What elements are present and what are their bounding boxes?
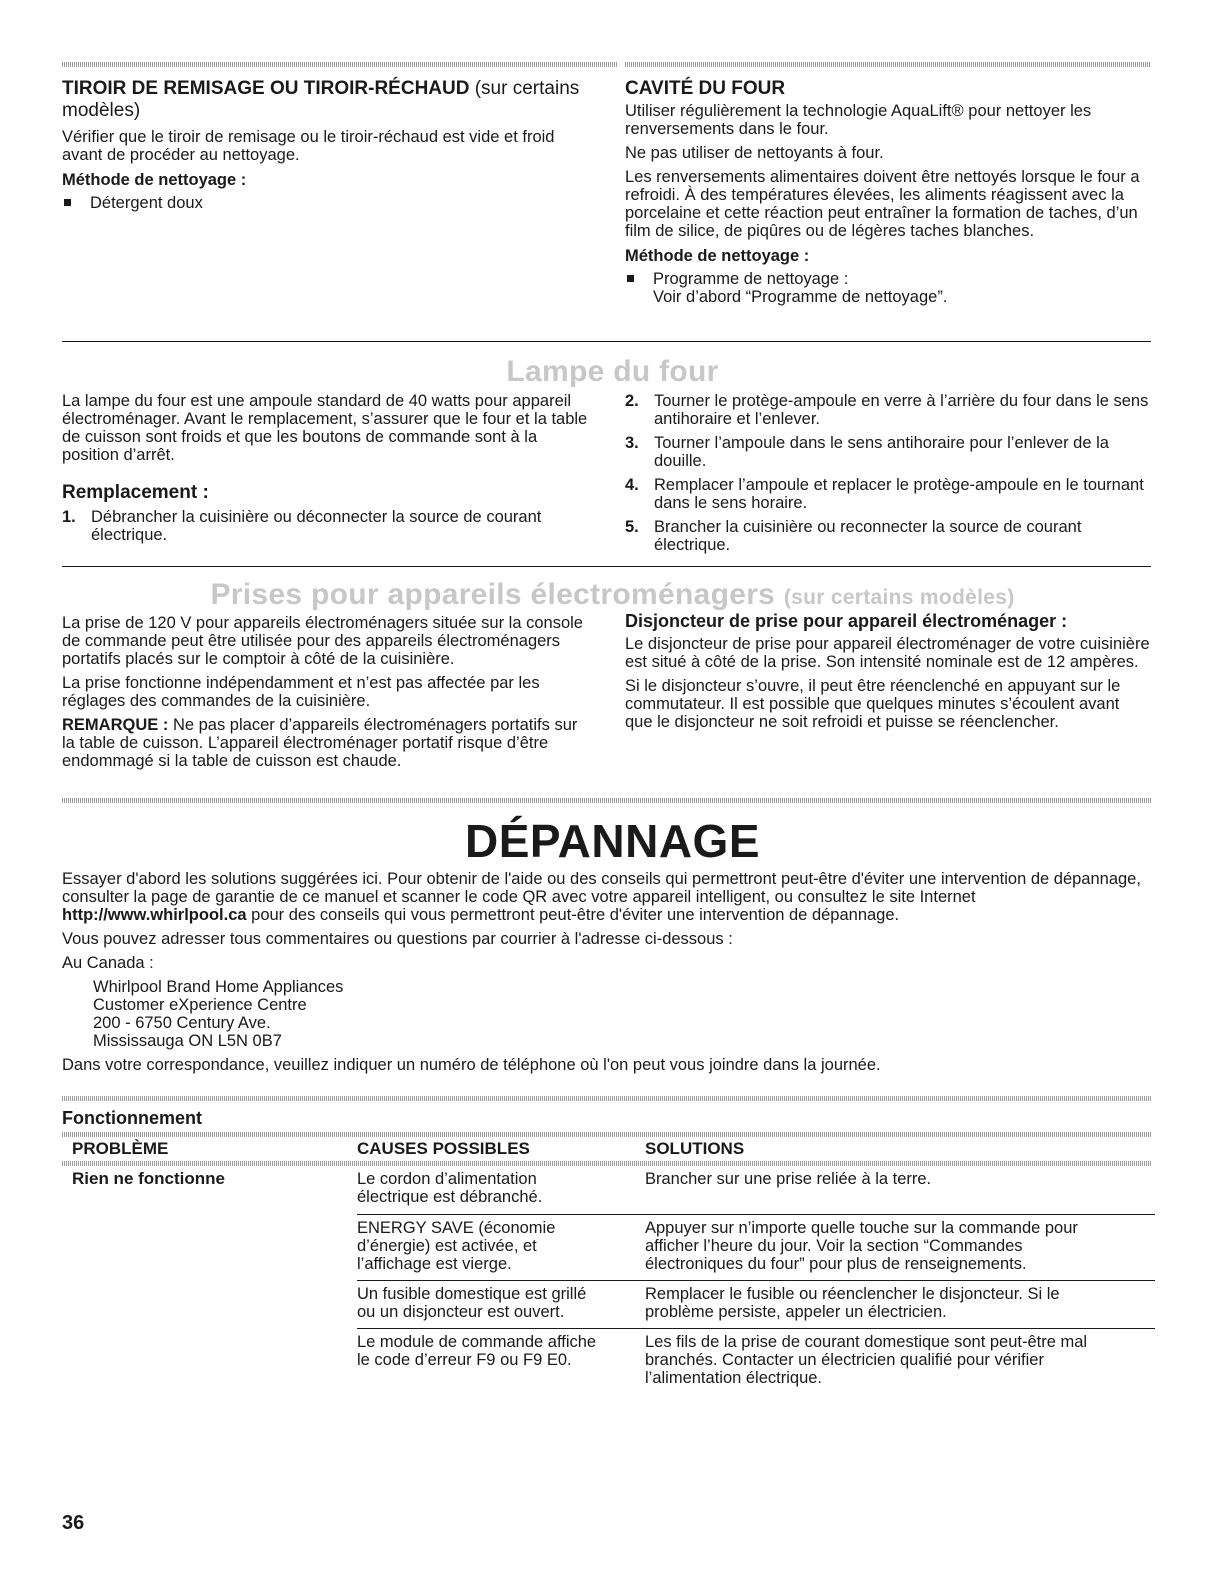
breaker-heading: Disjoncteur de prise pour appareil électroménager : xyxy=(625,611,1068,631)
table-row-4-solution: Les fils de la prise de courant domestique sont peut-être mal branchés. Contacter un électricien qualifié pour vérifier l’alimentation électrique. xyxy=(645,1333,1088,1387)
lamp-step-5: 5. Brancher la cuisinière ou reconnecter la source de courant électrique. xyxy=(625,518,1082,554)
drawer-bullet-item: Détergent doux xyxy=(62,194,592,212)
lamp-section-rule xyxy=(62,341,1151,342)
troubleshooting-title: DÉPANNAGE xyxy=(464,815,760,867)
breaker-paragraph-2: Si le disjoncteur s’ouvre, il peut être réenclenché en appuyant sur le commutateur. Il est possible que quelques minutes s’écoulent avant que le disjoncteur ne soit refroidi et puisse se réenclencher. xyxy=(625,677,1121,731)
address-line: Whirlpool Brand Home Appliances xyxy=(93,978,344,996)
table-row-3-cause: Un fusible domestique est grillé ou un disjoncteur est ouvert. xyxy=(357,1285,587,1321)
top-rule-left xyxy=(62,62,617,67)
lamp-right-column xyxy=(625,392,1150,554)
cavity-method-label: Méthode de nettoyage : xyxy=(625,247,810,265)
lamp-step-4: 4. Remplacer l’ampoule et replacer le protège-ampoule en le tournant dans le sens horaire. xyxy=(625,476,1144,512)
cavity-paragraph-2: Ne pas utiliser de nettoyants à four. xyxy=(625,144,884,162)
outlets-note: REMARQUE : Ne pas placer d’appareils électroménagers portatifs sur la table de cuisson. L’appareil électroménager portatif risque d’être endommagé si la table de cuisson est chaude. xyxy=(62,716,578,770)
problem-cell: Rien ne fonctionne xyxy=(72,1169,225,1188)
troubleshooting-body xyxy=(62,870,1151,1074)
table-row-3-solution: Remplacer le fusible ou réenclencher le disjoncteur. Si le problème persiste, appeler un électricien. xyxy=(645,1285,1060,1321)
row-divider xyxy=(357,1328,1155,1329)
troubleshooting-intro: Essayer d'abord les solutions suggérées ici. Pour obtenir de l'aide ou des conseils qui permettront peut-être d'éviter une intervention de dépannage, consulter la page de garantie de ce manuel et scanner le code QR avec votre appareil intelligent, ou consultez le site Internet http://www.whirlpool.ca pour des conseils qui vous permettront peut-être d'éviter une intervention de dépannage. xyxy=(62,870,1141,924)
header-solutions: SOLUTIONS xyxy=(645,1139,745,1158)
lamp-replacement-label: Remplacement : xyxy=(62,482,209,503)
drawer-heading: TIROIR DE REMISAGE OU TIROIR-RÉCHAUD (sur certains modèles) xyxy=(62,78,580,121)
table-top-rule xyxy=(62,1096,1151,1101)
outlets-section-rule xyxy=(62,566,1151,567)
troubleshooting-mail-line: Vous pouvez adresser tous commentaires ou questions par courrier à l'adresse ci-dessous : xyxy=(62,930,733,948)
cavity-heading: CAVITÉ DU FOUR xyxy=(625,78,786,99)
troubleshooting-rule xyxy=(62,798,1151,803)
address-line: Customer eXperience Centre xyxy=(93,996,307,1014)
cavity-section xyxy=(625,78,1150,306)
cavity-paragraph-3: Les renversements alimentaires doivent être nettoyés lorsque le four a refroidi. À des températures élevées, les aliments réagissent avec la porcelaine et cette réaction peut entraîner la formation de taches, d’un film de silice, de piqûres ou de légères taches blanches. xyxy=(625,168,1140,240)
drawer-method-label: Méthode de nettoyage : xyxy=(62,171,247,189)
bullet-square-icon xyxy=(64,199,71,206)
table-header-rule-bottom xyxy=(62,1161,1151,1166)
table-row-2-cause: ENERGY SAVE (économie d’énergie) est activée, et l’affichage est vierge. xyxy=(357,1219,556,1273)
lamp-step-2: 2. Tourner le protège-ampoule en verre à l’arrière du four dans le sens antihoraire et l’enlever. xyxy=(625,392,1149,428)
troubleshooting-country: Au Canada : xyxy=(62,954,154,972)
table-row-4-cause: Le module de commande affiche le code d’erreur F9 ou F9 E0. xyxy=(357,1333,597,1369)
outlets-paragraph-2: La prise fonctionne indépendamment et n’est pas affectée par les réglages des commandes de la cuisinière. xyxy=(62,674,540,710)
table-header-rule-top xyxy=(62,1132,1151,1137)
troubleshooting-phone-line: Dans votre correspondance, veuillez indiquer un numéro de téléphone où l'on peut vous joindre dans la journée. xyxy=(62,1056,881,1074)
cavity-paragraph-1: Utiliser régulièrement la technologie AquaLift® pour nettoyer les renversements dans le four. xyxy=(625,102,1092,138)
lamp-intro: La lampe du four est une ampoule standard de 40 watts pour appareil électroménager. Avant le remplacement, s’assurer que le four et la table de cuisson sont froids et que les boutons de commande sont à la position d’arrêt. xyxy=(62,392,588,464)
bullet-square-icon xyxy=(627,275,634,282)
address-line: Mississauga ON L5N 0B7 xyxy=(93,1032,282,1050)
row-divider xyxy=(357,1214,1155,1215)
table-section-label: Fonctionnement xyxy=(62,1108,202,1128)
lamp-step-1: 1. Débrancher la cuisinière ou déconnecter la source de courant électrique. xyxy=(62,508,542,544)
top-rule-right xyxy=(625,62,1151,67)
outlets-right-column xyxy=(625,612,1150,731)
address-line: 200 - 6750 Century Ave. xyxy=(93,1014,271,1032)
whirlpool-link[interactable]: http://www.whirlpool.ca xyxy=(62,906,247,924)
mailing-address xyxy=(62,978,1151,1050)
table-row-2-solution: Appuyer sur n’importe quelle touche sur la commande pour afficher l’heure du jour. Voir la section “Commandes électroniques du four” pour plus de renseignements. xyxy=(645,1219,1078,1273)
outlets-paragraph-1: La prise de 120 V pour appareils électroménagers située sur la console de commande peut être utilisée pour des appareils électroménagers portatifs placés sur le comptoir à côté de la cuisinière. xyxy=(62,614,583,668)
page-number: 36 xyxy=(62,1512,85,1534)
outlets-left-column xyxy=(62,614,592,770)
lamp-section-title: Lampe du four xyxy=(506,355,719,388)
table-row-1-solution: Brancher sur une prise reliée à la terre. xyxy=(645,1170,932,1188)
lamp-left-column xyxy=(62,392,592,544)
header-probleme: PROBLÈME xyxy=(72,1139,169,1158)
header-causes: CAUSES POSSIBLES xyxy=(357,1139,530,1158)
table-row-1-cause: Le cordon d’alimentation électrique est débranché. xyxy=(357,1170,543,1206)
outlets-section-title: Prises pour appareils électroménagers (sur certains modèles) xyxy=(210,578,1015,611)
drawer-section xyxy=(62,78,592,212)
row-divider xyxy=(357,1280,1155,1281)
drawer-paragraph: Vérifier que le tiroir de remisage ou le tiroir-réchaud est vide et froid avant de procéder au nettoyage. xyxy=(62,128,555,164)
cavity-bullet-item: Programme de nettoyage : Voir d’abord “Programme de nettoyage”. xyxy=(625,270,1150,306)
breaker-paragraph-1: Le disjoncteur de prise pour appareil électroménager de votre cuisinière est situé à côté de la prise. Son intensité nominale est de 12 ampères. xyxy=(625,635,1150,671)
lamp-step-3: 3. Tourner l’ampoule dans le sens antihoraire pour l’enlever de la douille. xyxy=(625,434,1109,470)
